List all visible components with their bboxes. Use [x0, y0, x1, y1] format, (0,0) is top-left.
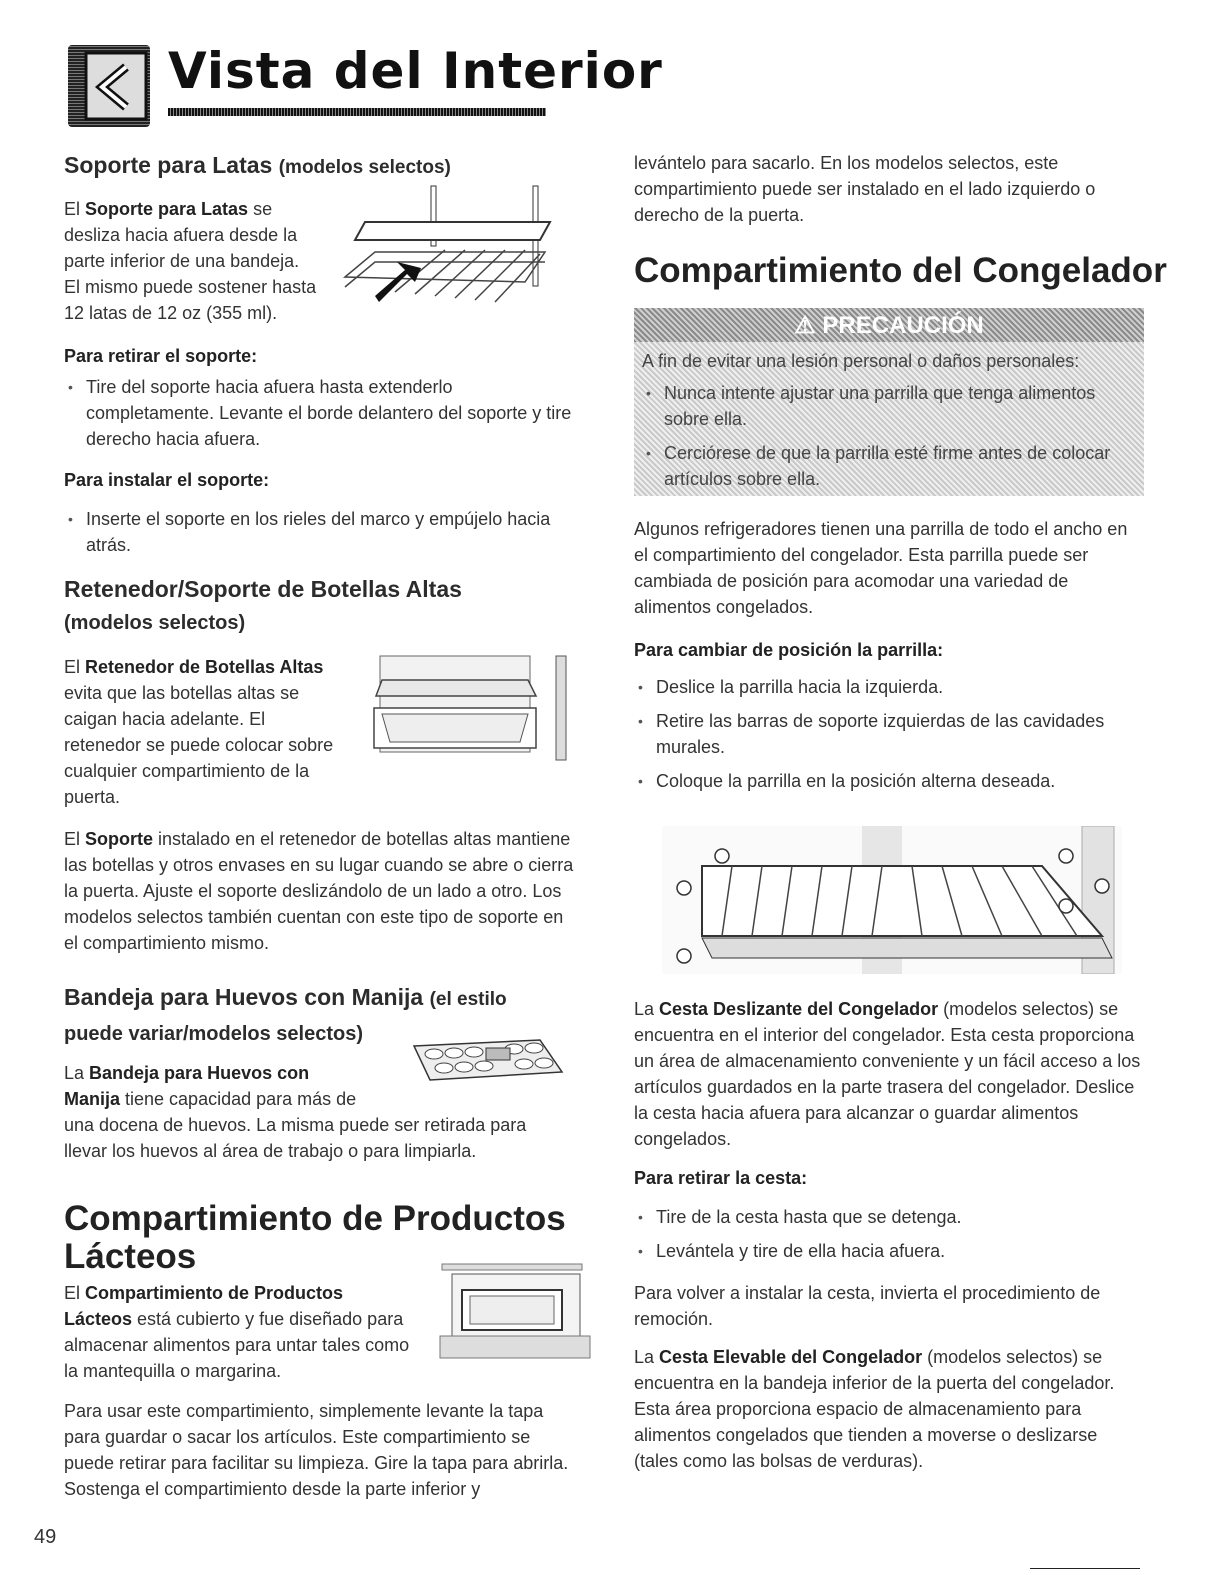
slide-basket-text: La Cesta Deslizante del Congelador (modelos selectos) se encuentra en el interior del congelador. Esta cesta proporciona un área de almacenamiento conveniente y un fácil acceso a los artículos guardados en la parte trasera del congelador. Deslice la cesta hacia afuera para alcanzar o guardar alimentos congelados. — [634, 999, 1141, 1149]
lift-basket-text: La Cesta Elevable del Congelador (modelos selectos) se encuentra en la bandeja inferior de la puerta del congelador. Esta área proporciona espacio de almacenamiento para alimentos congelados que tienden a moverse o deslizarse (tales como las bolsas de verduras). — [634, 1347, 1115, 1471]
can-rack-text: El Soporte para Latas se desliza hacia afuera desde la parte inferior de una bandeja. El mismo puede sostener hasta 12 latas de 12 oz (355 ml). — [64, 199, 317, 323]
caution-intro: A fin de evitar una lesión personal o daños personales: — [642, 351, 1080, 371]
can-rack-install-list — [64, 506, 574, 566]
list-item: • Coloque la parrilla en la posición alterna deseada. — [634, 768, 1144, 794]
remove-basket-heading: Para retirar la cesta: — [634, 1168, 808, 1188]
dairy-p2: Para usar este compartimiento, simplemente levante la tapa para guardar o sacar los artículos. Este compartimiento se puede retirar para facilitar su limpieza. Gire la tapa para abrirla. Sostenga el compartimiento desde la parte inferior y — [64, 1401, 569, 1499]
tall-bottle-heading: Retenedor/Soporte de Botellas Altas (modelos selectos) — [64, 576, 462, 634]
footer-rule — [1030, 1568, 1140, 1569]
freezer-shelf-illustration — [662, 826, 1122, 974]
fridge-arrow-icon — [68, 45, 150, 127]
tall-bottle-illustration — [360, 650, 572, 762]
can-rack-install-heading: Para instalar el soporte: — [64, 470, 270, 490]
list-item: • Tire del soporte hacia afuera hasta extenderlo completamente. Levante el borde delantero del soporte y tire derecho hacia afuera. — [64, 374, 574, 452]
can-rack-illustration — [335, 182, 560, 332]
warning-icon: ⚠ — [794, 312, 816, 339]
caution-title: ⚠ PRECAUCIÓN — [794, 312, 984, 339]
list-item: • Levántela y tire de ella hacia afuera. — [634, 1238, 1144, 1264]
reinstall-text: Para volver a instalar la cesta, invierta el procedimiento de remoción. — [634, 1283, 1101, 1329]
caution-list — [642, 380, 1137, 500]
dairy-heading: Compartimiento de Productos Lácteos — [64, 1199, 566, 1276]
change-shelf-list — [634, 674, 1144, 802]
continuation-text: levántelo para sacarlo. En los modelos selectos, este compartimiento puede ser instalado en el lado izquierdo o derecho de la puerta. — [634, 153, 1096, 225]
can-rack-heading: Soporte para Latas (modelos selectos) — [64, 152, 451, 178]
remove-basket-list — [634, 1204, 1144, 1272]
dairy-p1: El Compartimiento de Productos Lácteos está cubierto y fue diseñado para almacenar alimentos para untar tales como la mantequilla o margarina. — [64, 1283, 410, 1381]
list-item: • Cerciórese de que la parrilla esté firme antes de colocar artículos sobre ella. — [642, 440, 1137, 492]
caution-box — [634, 308, 1144, 496]
tall-bottle-p1: El Retenedor de Botellas Altas evita que las botellas altas se caigan hacia adelante. El retenedor se puede colocar sobre cualquier compartimiento de la puerta. — [64, 657, 334, 807]
list-item: • Deslice la parrilla hacia la izquierda. — [634, 674, 1144, 700]
list-item: • Nunca intente ajustar una parrilla que tenga alimentos sobre ella. — [642, 380, 1137, 432]
page-title: Vista del Interior — [168, 42, 663, 100]
can-rack-remove-list — [64, 374, 574, 460]
title-rule — [168, 108, 546, 116]
freezer-heading: Compartimiento del Congelador — [634, 251, 1167, 290]
page-number: 49 — [34, 1526, 57, 1548]
change-shelf-heading: Para cambiar de posición la parrilla: — [634, 640, 944, 660]
list-item: • Tire de la cesta hasta que se detenga. — [634, 1204, 1144, 1230]
egg-tray-text: La Bandeja para Huevos con Manija tiene capacidad para más de una docena de huevos. La misma puede ser retirada para llevar los huevos al área de trabajo o para limpiarla. — [64, 1063, 527, 1161]
list-item: • Retire las barras de soporte izquierdas de las cavidades murales. — [634, 708, 1144, 760]
dairy-illustration — [432, 1260, 592, 1364]
list-item: • Inserte el soporte en los rieles del marco y empújelo hacia atrás. — [64, 506, 574, 558]
egg-tray-heading: Bandeja para Huevos con Manija (el estilo puede variar/modelos selectos) — [64, 984, 507, 1045]
freezer-p1: Algunos refrigeradores tienen una parrilla de todo el ancho en el compartimiento del congelador. Esta parrilla puede ser cambiada de posición para acomodar una variedad de alimentos congelados. — [634, 519, 1128, 617]
can-rack-remove-heading: Para retirar el soporte: — [64, 346, 258, 366]
tall-bottle-p2: El Soporte instalado en el retenedor de botellas altas mantiene las botellas y otros envases en su lugar cuando se abre o cierra la puerta. Ajuste el soporte deslizándolo de un lado a otro. Los modelos selectos también cuentan con este tipo de soporte en el compartimiento mismo. — [64, 829, 574, 953]
header-icon — [68, 45, 150, 127]
egg-tray-illustration — [410, 1036, 565, 1086]
